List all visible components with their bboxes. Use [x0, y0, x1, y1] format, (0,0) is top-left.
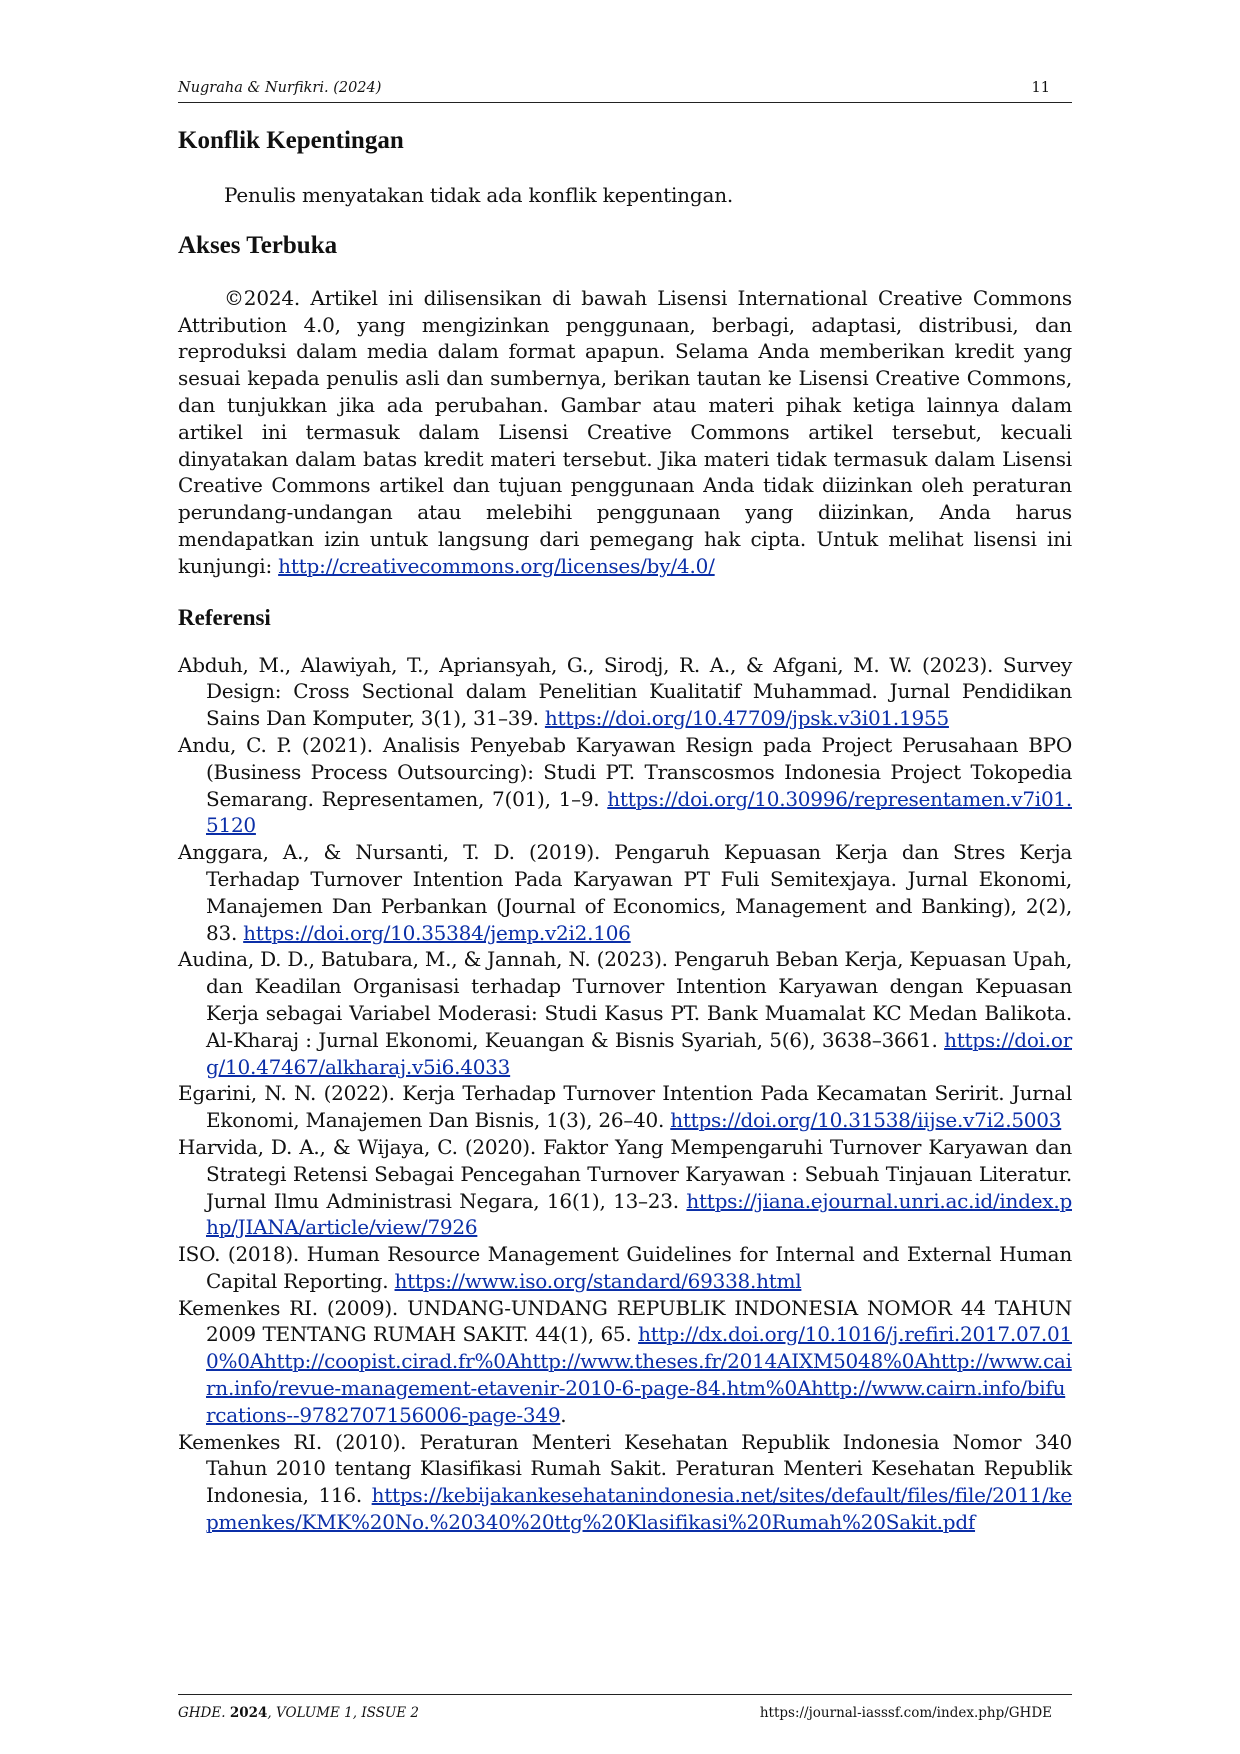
reference-link[interactable]: https://doi.org/10.35384/jemp.v2i2.106 [243, 920, 631, 945]
license-paragraph [178, 285, 1072, 580]
reference-after: . [560, 1402, 567, 1427]
reference-link[interactable]: https://doi.org/10.47709/jpsk.v3i01.1955 [544, 706, 949, 731]
reference-item [178, 839, 1072, 946]
article-content [178, 116, 1072, 1536]
reference-link[interactable]: https://doi.org/10.30996/representamen.v7i01.5120 [206, 786, 1072, 838]
reference-item [178, 1134, 1072, 1241]
reference-list [178, 652, 1072, 1536]
section-title-conflict: Konflik Kepentingan [178, 127, 404, 154]
reference-item [178, 1241, 1072, 1295]
reference-link[interactable]: https://doi.org/10.47467/alkharaj.v5i6.4033 [206, 1027, 1072, 1079]
footer-journal [178, 1705, 419, 1721]
reference-link[interactable]: https://kebijakankesehatanindonesia.net/sites/default/files/file/2011/kepmenkes/KMK%20No.%20340%20ttg%20Klasifikasi%20Rumah%20Sakit.pdf [206, 1483, 1072, 1535]
footer-journal-year: 2024 [229, 1705, 268, 1721]
reference-text: Anggara, A., & Nursanti, T. D. (2019). Pengaruh Kepuasan Kerja dan Stres Kerja Terhadap Turnover Intention Pada Karyawan PT Fuli Semitexjaya. Jurnal Ekonomi, Manajemen Dan Perbankan (Journal of Economics, Management and Banking), 2(2), 83. [178, 840, 1072, 945]
header-authors: Nugraha & Nurfikri. (2024) [178, 80, 382, 96]
reference-text: Audina, D. D., Batubara, M., & Jannah, N. (2023). Pengaruh Beban Kerja, Kepuasan Upah, dan Keadilan Organisasi terhadap Turnover Intention Karyawan dengan Kepuasan Kerja sebagai Variabel Moderasi: Studi Kasus PT. Bank Muamalat KC Medan Balikota. Al-Kharaj : Jurnal Ekonomi, Keuangan & Bisnis Syariah, 5(6), 3638–3661. [178, 947, 1072, 1052]
page-number: 11 [1031, 80, 1050, 96]
running-footer [178, 1694, 1072, 1719]
reference-text: Harvida, D. A., & Wijaya, C. (2020). Faktor Yang Mempengaruhi Turnover Karyawan dan Strategi Retensi Sebagai Pencegahan Turnover Karyawan : Sebuah Tinjauan Literatur. Jurnal Ilmu Administrasi Negara, 16(1), 13–23. [178, 1134, 1072, 1213]
license-link[interactable]: http://creativecommons.org/licenses/by/4.0/ [278, 553, 715, 578]
reference-link[interactable]: http://dx.doi.org/10.1016/j.refiri.2017.07.010%0Ahttp://coopist.cirad.fr%0Ahttp://www.theses.fr/2014AIXM5048%0Ahttp://www.cairn.info/revue-management-etavenir-2010-6-page-84.htm%0Ahttp://www.cairn.info/bifurcations--9782707156006-page-349 [206, 1322, 1072, 1427]
reference-text: Egarini, N. N. (2022). Kerja Terhadap Turnover Intention Pada Kecamatan Seririt. Jurnal Ekonomi, Manajemen Dan Bisnis, 1(3), 26–40. [178, 1081, 1072, 1133]
conflict-statement: Penulis menyatakan tidak ada konflik kepentingan. [224, 183, 734, 207]
footer-url: https://journal-iasssf.com/index.php/GHDE [759, 1705, 1052, 1721]
reference-item [178, 1295, 1072, 1429]
reference-link[interactable]: https://www.iso.org/standard/69338.html [394, 1268, 802, 1293]
section-title-references: Referensi [178, 604, 271, 630]
reference-text: Andu, C. P. (2021). Analisis Penyebab Karyawan Resign pada Project Perusahaan BPO (Business Process Outsourcing): Studi PT. Transcosmos Indonesia Project Tokopedia Semarang. Representamen, 7(01), 1–9. [178, 732, 1072, 811]
reference-item [178, 1080, 1072, 1134]
reference-text: ISO. (2018). Human Resource Management Guidelines for Internal and External Human Capital Reporting. [178, 1242, 1072, 1293]
reference-item [178, 1429, 1072, 1536]
reference-link[interactable]: https://doi.org/10.31538/iijse.v7i2.5003 [670, 1108, 1062, 1133]
running-header [178, 78, 1072, 103]
reference-link[interactable]: https://jiana.ejournal.unri.ac.id/index.php/JIANA/article/view/7926 [206, 1188, 1072, 1240]
footer-journal-name: GHDE. [178, 1705, 230, 1721]
reference-text: Abduh, M., Alawiyah, T., Apriansyah, G., Sirodj, R. A., & Afgani, M. W. (2023). Survey Design: Cross Sectional dalam Penelitian Kualitatif Muhammad. Jurnal Pendidikan Sains Dan Komputer, 3(1), 31–39. [178, 652, 1072, 731]
reference-text: Kemenkes RI. (2009). UNDANG-UNDANG REPUBLIK INDONESIA NOMOR 44 TAHUN 2009 TENTANG RUMAH SAKIT. 44(1), 65. [178, 1295, 1072, 1347]
reference-item [178, 652, 1072, 732]
section-title-open-access: Akses Terbuka [178, 231, 338, 259]
reference-text: Kemenkes RI. (2010). Peraturan Menteri Kesehatan Republik Indonesia Nomor 340 Tahun 2010 tentang Klasifikasi Rumah Sakit. Peraturan Menteri Kesehatan Republik Indonesia, 116. [178, 1429, 1072, 1508]
reference-item [178, 946, 1072, 1080]
license-text: ©2024. Artikel ini dilisensikan di bawah Lisensi International Creative Commons Attribution 4.0, yang mengizinkan penggunaan, berbagi, adaptasi, distribusi, dan reproduksi dalam media dalam format apapun. Selama Anda memberikan kredit yang sesuai kepada penulis asli dan sumbernya, berikan tautan ke Lisensi Creative Commons, dan tunjukkan jika ada perubahan. Gambar atau materi pihak ketiga lainnya dalam artikel ini termasuk dalam Lisensi Creative Commons artikel tersebut, kecuali dinyatakan dalam batas kredit materi tersebut. Jika materi tidak termasuk dalam Lisensi Creative Commons artikel dan tujuan penggunaan Anda tidak diizinkan oleh peraturan perundang-undangan atau melebihi penggunaan yang diizinkan, Anda harus mendapatkan izin untuk langsung dari pemegang hak cipta. Untuk melihat lisensi ini kunjungi: [178, 285, 1072, 578]
reference-item [178, 732, 1072, 839]
footer-journal-issue: , VOLUME 1, ISSUE 2 [267, 1705, 420, 1721]
